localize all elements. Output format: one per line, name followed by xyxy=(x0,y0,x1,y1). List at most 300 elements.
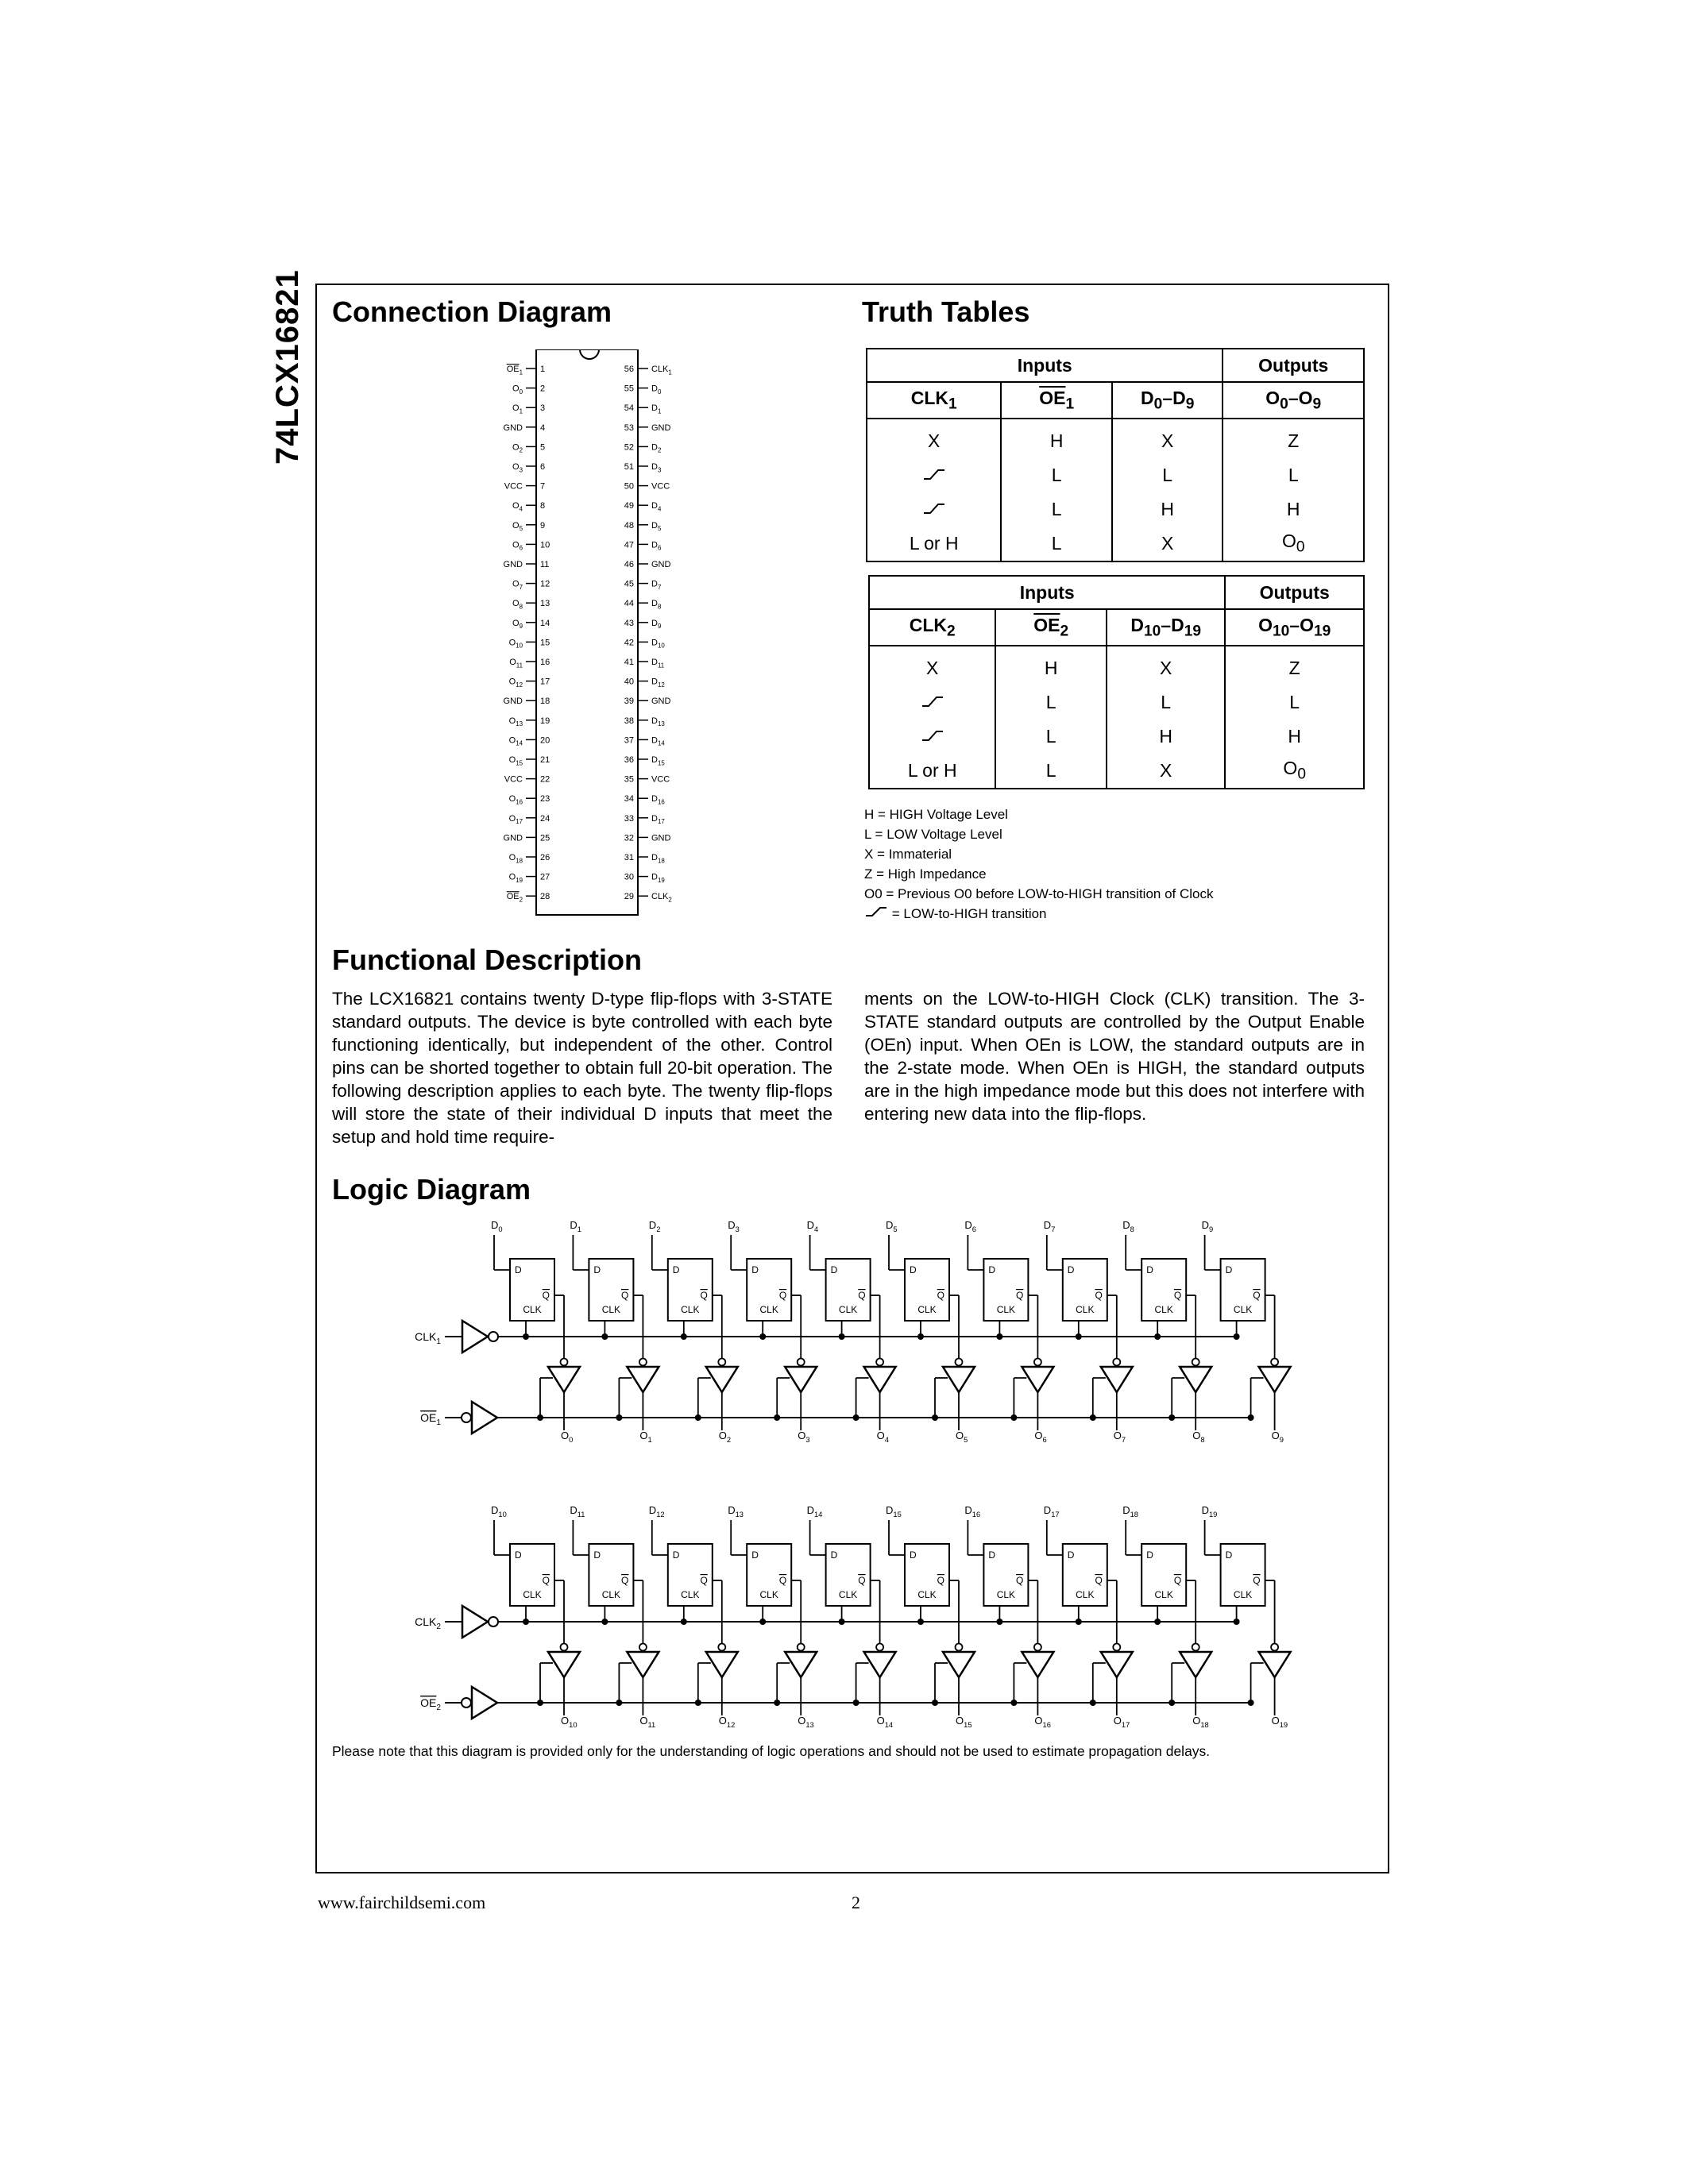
tristate-buffer xyxy=(864,1652,896,1677)
pin-label-left: GND xyxy=(503,423,523,433)
pin-number-right: 39 xyxy=(624,696,634,707)
pin-number-right: 36 xyxy=(624,755,634,765)
ff-q-label: Q xyxy=(1095,1575,1103,1586)
tristate-buffer xyxy=(1259,1652,1291,1677)
pin-number-right: 40 xyxy=(624,677,634,687)
pin-number-left: 2 xyxy=(540,384,546,394)
data-input-label: $D_3$ xyxy=(728,1219,740,1233)
pin-label-left: GND xyxy=(503,833,523,843)
inverter-bubble xyxy=(1113,1644,1120,1651)
pin-number-left: 28 xyxy=(540,892,550,902)
pin-number-left: 20 xyxy=(540,735,550,746)
pin-label-right: $D_{13}$ xyxy=(651,716,665,728)
pin-number-left: 22 xyxy=(540,774,550,785)
ff-d-label: D xyxy=(830,1264,838,1275)
inverter-bubble xyxy=(718,1644,725,1651)
ff-clk-label: CLK xyxy=(601,1589,621,1600)
ff-d-label: D xyxy=(988,1549,996,1561)
header-oe2: $\overline{OE}_2$ xyxy=(995,609,1106,646)
pin-label-left: $O_0$ xyxy=(512,384,523,396)
data-output-label: $O_{14}$ xyxy=(876,1715,894,1729)
data-input-label: $D_7$ xyxy=(1043,1219,1056,1233)
tristate-buffer xyxy=(1022,1652,1053,1677)
pin-number-left: 26 xyxy=(540,853,550,862)
data-input-label: $D_1$ xyxy=(570,1219,581,1233)
pin-label-left: $O_5$ xyxy=(512,520,523,533)
functional-text-col2: ments on the LOW-to-HIGH Clock (CLK) transition. The 3-STATE standard outputs are controlled by the Output Enable (OEn) input. When OEn is LOW, the standard outputs are in the 2-state mode. When OEn is HIGH, the standard outputs are in the high impedance mode but this does not interfere with entering new data into the flip-flops. xyxy=(864,989,1365,1124)
pin-number-left: 13 xyxy=(540,599,550,609)
ff-q-label: Q xyxy=(1016,1575,1024,1586)
pin-number-right: 53 xyxy=(624,423,634,433)
pin-label-left: $O_{19}$ xyxy=(508,872,523,884)
data-output-label: $O_7$ xyxy=(1113,1430,1126,1444)
connection-diagram-heading: Connection Diagram xyxy=(332,295,612,328)
output-enable-buffer xyxy=(472,1687,497,1719)
header-o0-o9: $O_0-O_9$ xyxy=(1223,382,1364,419)
pin-label-right: $D_4$ xyxy=(651,501,662,513)
truth-table-cell: L xyxy=(1225,685,1364,720)
ff-d-label: D xyxy=(1146,1264,1153,1275)
pin-number-right: 46 xyxy=(624,560,634,569)
pin-number-left: 3 xyxy=(540,403,546,414)
truth-table-cell: $O_0$ xyxy=(1225,754,1364,789)
pin-number-left: 8 xyxy=(540,501,546,511)
data-input-label: $D_6$ xyxy=(964,1219,976,1233)
data-input-label: $D_9$ xyxy=(1201,1219,1214,1233)
ff-clk-label: CLK xyxy=(601,1304,621,1315)
ff-q-label: Q xyxy=(937,1290,944,1301)
legend-item: X = Immaterial xyxy=(864,847,952,862)
truth-table-cell: X xyxy=(869,646,995,685)
ff-clk-label: CLK xyxy=(1076,1589,1095,1600)
pin-label-left: $O_9$ xyxy=(512,618,523,631)
data-input-label: $D_{13}$ xyxy=(728,1504,744,1518)
ff-d-label: D xyxy=(1067,1549,1075,1561)
truth-table-cell: X xyxy=(1107,646,1225,685)
inverter-bubble xyxy=(1192,1644,1199,1651)
data-input-label: $D_8$ xyxy=(1122,1219,1134,1233)
data-output-label: $O_{17}$ xyxy=(1113,1715,1130,1729)
pin-label-left: $O_8$ xyxy=(512,599,523,611)
truth-table-cell: X xyxy=(1107,754,1225,789)
tristate-buffer xyxy=(943,1367,975,1392)
ff-d-label: D xyxy=(1067,1264,1075,1275)
pin-number-right: 29 xyxy=(624,892,634,902)
data-input-label: $D_{18}$ xyxy=(1122,1504,1138,1518)
truth-table-cell: X xyxy=(1112,527,1223,561)
tristate-buffer xyxy=(1180,1652,1211,1677)
pin-label-left: $OE_1$ xyxy=(506,365,523,376)
data-output-label: $O_{12}$ xyxy=(718,1715,736,1729)
pin-label-right: VCC xyxy=(651,481,670,492)
ff-clk-label: CLK xyxy=(523,1304,542,1315)
truth-table-cell: H xyxy=(1107,720,1225,754)
truth-table-cell: H xyxy=(1225,720,1364,754)
logic-diagram-heading: Logic Diagram xyxy=(332,1173,531,1206)
pin-label-left: VCC xyxy=(504,481,523,492)
truth-table-cell: L or H xyxy=(869,754,995,789)
pin-number-right: 45 xyxy=(624,579,634,589)
pin-number-left: 9 xyxy=(540,520,546,531)
pin-number-right: 44 xyxy=(624,599,634,609)
pin-number-right: 56 xyxy=(624,365,634,374)
pin-number-left: 7 xyxy=(540,481,546,492)
inverter-bubble xyxy=(561,1359,568,1366)
pin-number-left: 11 xyxy=(540,560,550,569)
tristate-buffer xyxy=(864,1367,896,1392)
pin-number-left: 27 xyxy=(540,872,550,882)
header-clk2: $CLK_2$ xyxy=(869,609,995,646)
ff-clk-label: CLK xyxy=(523,1589,542,1600)
ff-clk-label: CLK xyxy=(681,1589,700,1600)
pin-number-right: 33 xyxy=(624,813,634,824)
header-o10-o19: $O_{10}-O_{19}$ xyxy=(1225,609,1364,646)
ff-q-label: Q xyxy=(937,1575,944,1586)
pin-label-right: $D_{17}$ xyxy=(651,813,665,826)
inverter-bubble xyxy=(639,1644,647,1651)
truth-table-cell: X xyxy=(1112,419,1223,458)
pin-label-left: $O_{10}$ xyxy=(508,638,523,650)
ff-d-label: D xyxy=(515,1549,522,1561)
pin-label-right: $D_3$ xyxy=(651,462,662,474)
ff-clk-label: CLK xyxy=(1154,1589,1173,1600)
ff-clk-label: CLK xyxy=(996,1589,1016,1600)
data-output-label: $O_9$ xyxy=(1271,1430,1284,1444)
legend-item: L = LOW Voltage Level xyxy=(864,827,1002,842)
legend-item: O0 = Previous O0 before LOW-to-HIGH transition of Clock xyxy=(864,886,1214,901)
ff-d-label: D xyxy=(672,1264,680,1275)
legend-item: H = HIGH Voltage Level xyxy=(864,807,1008,822)
pin-number-right: 32 xyxy=(624,833,634,843)
pin-label-right: GND xyxy=(651,423,671,433)
data-input-label: $D_0$ xyxy=(491,1219,503,1233)
truth-table-cell: H xyxy=(995,646,1106,685)
truth-table-cell: L xyxy=(995,685,1106,720)
pin-number-left: 12 xyxy=(540,579,550,589)
ff-clk-label: CLK xyxy=(759,1589,778,1600)
pin-number-left: 19 xyxy=(540,716,550,726)
data-input-label: $D_4$ xyxy=(806,1219,819,1233)
truth-table-cell: L xyxy=(1223,458,1364,492)
pin-number-left: 21 xyxy=(540,755,550,765)
truth-table-cell: $O_0$ xyxy=(1223,527,1364,561)
inverter-bubble xyxy=(1271,1644,1278,1651)
inverter-bubble xyxy=(1271,1359,1278,1366)
data-input-label: $D_{12}$ xyxy=(648,1504,665,1518)
truth-table-cell: L xyxy=(1001,527,1112,561)
ff-d-label: D xyxy=(910,1549,917,1561)
data-input-label: $D_{17}$ xyxy=(1043,1504,1060,1518)
truth-table-cell: H xyxy=(1112,492,1223,527)
inverter-bubble xyxy=(798,1644,805,1651)
ff-q-label: Q xyxy=(621,1575,629,1586)
pin-number-left: 18 xyxy=(540,696,550,707)
side-title: 74LCX16821 xyxy=(270,269,305,465)
pin-label-right: $D_{15}$ xyxy=(651,755,665,767)
truth-table-cell: L xyxy=(1001,458,1112,492)
ff-q-label: Q xyxy=(542,1290,550,1301)
ff-q-label: Q xyxy=(700,1575,708,1586)
pin-label-right: $D_2$ xyxy=(651,442,662,454)
pin-number-right: 38 xyxy=(624,716,634,726)
inverter-bubble xyxy=(462,1413,471,1422)
truth-table-cell: L or H xyxy=(867,527,1001,561)
pin-label-left: $O_4$ xyxy=(512,501,523,513)
tristate-buffer xyxy=(548,1652,580,1677)
pin-number-left: 6 xyxy=(540,462,546,472)
pin-label-right: $D_{14}$ xyxy=(651,735,665,747)
pin-number-left: 16 xyxy=(540,658,550,667)
pin-label-right: $D_5$ xyxy=(651,520,662,533)
data-output-label: $O_3$ xyxy=(798,1430,810,1444)
ff-q-label: Q xyxy=(778,1575,787,1586)
data-output-label: $O_{15}$ xyxy=(956,1715,972,1729)
ff-q-label: Q xyxy=(1173,1575,1182,1586)
ff-clk-label: CLK xyxy=(996,1304,1016,1315)
data-output-label: $O_{19}$ xyxy=(1271,1715,1288,1729)
pin-label-left: GND xyxy=(503,560,523,569)
diagram-note: Please note that this diagram is provided only for the understanding of logic operations and should not be used to estimate propagation delays. xyxy=(332,1743,1211,1759)
outputs-group-header: Outputs xyxy=(1225,576,1364,609)
ff-d-label: D xyxy=(593,1264,601,1275)
clock-buffer xyxy=(462,1321,488,1352)
ff-d-label: D xyxy=(593,1549,601,1561)
ff-q-label: Q xyxy=(1173,1290,1182,1301)
pin-number-left: 17 xyxy=(540,677,550,687)
legend-item: Z = High Impedance xyxy=(864,866,987,882)
pin-number-left: 23 xyxy=(540,794,550,805)
pin-number-right: 55 xyxy=(624,384,634,394)
inverter-bubble xyxy=(639,1359,647,1366)
pin-label-left: $O_{13}$ xyxy=(508,716,523,728)
data-output-label: $O_{13}$ xyxy=(798,1715,814,1729)
ff-d-label: D xyxy=(1146,1549,1153,1561)
truth-table-cell: L xyxy=(1112,458,1223,492)
ff-clk-label: CLK xyxy=(917,1304,937,1315)
outputs-group-header: Outputs xyxy=(1223,349,1364,382)
tristate-buffer xyxy=(1180,1367,1211,1392)
truth-table-cell: Z xyxy=(1225,646,1364,685)
truth-table-cell: L xyxy=(995,754,1106,789)
tristate-buffer xyxy=(627,1367,659,1392)
pin-number-left: 10 xyxy=(540,540,550,550)
data-input-label: $D_5$ xyxy=(886,1219,898,1233)
data-input-label: $D_{14}$ xyxy=(806,1504,823,1518)
truth-table-cell: L xyxy=(995,720,1106,754)
header-d10-d19: $D_{10}-D_{19}$ xyxy=(1107,609,1225,646)
pin-number-right: 54 xyxy=(624,403,634,414)
pin-label-right: $D_9$ xyxy=(651,618,662,631)
tristate-buffer xyxy=(627,1652,659,1677)
pin-label-left: $O_{17}$ xyxy=(508,813,523,826)
inputs-group-header: Inputs xyxy=(867,349,1223,382)
tristate-buffer xyxy=(548,1367,580,1392)
data-input-label: $D_{15}$ xyxy=(886,1504,902,1518)
pin-number-right: 48 xyxy=(624,520,634,531)
ff-d-label: D xyxy=(830,1549,838,1561)
inverter-bubble xyxy=(1034,1644,1041,1651)
pin-label-right: $D_{16}$ xyxy=(651,794,665,806)
pin-label-right: $D_{11}$ xyxy=(651,658,665,669)
ff-clk-label: CLK xyxy=(1076,1304,1095,1315)
pin-label-right: $D_1$ xyxy=(651,403,662,415)
pin-label-left: $O_7$ xyxy=(512,579,523,591)
inputs-group-header: Inputs xyxy=(869,576,1225,609)
ff-q-label: Q xyxy=(542,1575,550,1586)
tristate-buffer xyxy=(1101,1652,1133,1677)
ff-clk-label: CLK xyxy=(917,1589,937,1600)
ff-d-label: D xyxy=(751,1264,759,1275)
data-output-label: $O_1$ xyxy=(639,1430,652,1444)
inverter-bubble xyxy=(1192,1359,1199,1366)
pin-label-right: $D_{10}$ xyxy=(651,638,665,650)
ff-d-label: D xyxy=(988,1264,996,1275)
pin-label-left: $O_{14}$ xyxy=(508,735,523,747)
oe-input-label: $OE_2$ xyxy=(420,1696,441,1713)
inverter-bubble xyxy=(876,1359,883,1366)
ff-clk-label: CLK xyxy=(838,1304,858,1315)
pin-number-right: 42 xyxy=(624,638,634,648)
data-output-label: $O_8$ xyxy=(1192,1430,1205,1444)
pin-label-left: VCC xyxy=(504,774,523,785)
ff-q-label: Q xyxy=(621,1290,629,1301)
clock-input-label: $CLK_1$ xyxy=(415,1330,441,1347)
ff-q-label: Q xyxy=(1253,1290,1261,1301)
tristate-buffer xyxy=(1101,1367,1133,1392)
pin-number-right: 34 xyxy=(624,794,634,805)
pin-label-left: $O_2$ xyxy=(512,442,523,454)
ff-d-label: D xyxy=(672,1549,680,1561)
pin-label-left: GND xyxy=(503,696,523,707)
ff-d-label: D xyxy=(1225,1264,1233,1275)
tristate-buffer xyxy=(1022,1367,1053,1392)
pin-number-right: 51 xyxy=(624,462,634,472)
pin-label-left: $O_{15}$ xyxy=(508,755,523,767)
pin-number-left: 1 xyxy=(540,365,546,374)
functional-description-heading: Functional Description xyxy=(332,943,643,976)
pin-label-right: $D_{19}$ xyxy=(651,872,665,884)
inverter-bubble xyxy=(489,1332,498,1341)
pin-number-left: 15 xyxy=(540,638,550,648)
inverter-bubble xyxy=(1034,1359,1041,1366)
pin-number-left: 25 xyxy=(540,833,550,843)
pin-label-right: $D_6$ xyxy=(651,540,662,552)
inverter-bubble xyxy=(956,1644,963,1651)
ff-q-label: Q xyxy=(858,1290,866,1301)
pin-number-right: 52 xyxy=(624,442,634,453)
inverter-bubble xyxy=(1113,1359,1120,1366)
truth-table-cell: L xyxy=(1001,492,1112,527)
pin-label-right: $D_7$ xyxy=(651,579,662,591)
pin-number-right: 50 xyxy=(624,481,634,492)
footer-url: www.fairchildsemi.com xyxy=(318,1893,486,1912)
data-output-label: $O_4$ xyxy=(876,1430,889,1444)
ff-q-label: Q xyxy=(1016,1290,1024,1301)
clock-input-label: $CLK_2$ xyxy=(415,1615,441,1632)
ff-q-label: Q xyxy=(1095,1290,1103,1301)
ff-d-label: D xyxy=(751,1549,759,1561)
truth-table-cell: X xyxy=(867,419,1001,458)
pin-number-right: 31 xyxy=(624,853,634,862)
pin-number-left: 5 xyxy=(540,442,546,453)
ff-q-label: Q xyxy=(1253,1575,1261,1586)
tristate-buffer xyxy=(706,1367,738,1392)
output-enable-buffer xyxy=(472,1402,497,1433)
functional-text-col1: The LCX16821 contains twenty D-type flip-flops with 3-STATE standard outputs. The device is byte controlled with each byte functioning identically, but independent of the other. Control pins can be shorted together to obtain full 20-bit operation. The following description applies to each byte. The twenty flip-flops will store the state of their individual D inputs that meet the setup and hold time require- xyxy=(332,989,832,1147)
legend-item-transition: = LOW-to-HIGH transition xyxy=(864,904,1214,924)
pin-label-left: $OE_2$ xyxy=(506,892,523,904)
pin-label-left: $O_3$ xyxy=(512,462,523,474)
truth-table-cell: Z xyxy=(1223,419,1364,458)
pin-number-right: 49 xyxy=(624,501,634,511)
data-output-label: $O_{10}$ xyxy=(561,1715,577,1729)
pin-label-right: $D_0$ xyxy=(651,384,662,396)
ff-q-label: Q xyxy=(700,1290,708,1301)
data-input-label: $D_{19}$ xyxy=(1201,1504,1218,1518)
pin-label-right: GND xyxy=(651,696,671,707)
header-d0-d9: $D_0-D_9$ xyxy=(1112,382,1223,419)
pin-label-right: VCC xyxy=(651,774,670,785)
ff-d-label: D xyxy=(515,1264,522,1275)
footer-page-number: 2 xyxy=(852,1893,860,1912)
ff-clk-label: CLK xyxy=(759,1304,778,1315)
pin-label-left: $O_1$ xyxy=(512,403,523,415)
header-oe1: $\overline{OE}_1$ xyxy=(1001,382,1112,419)
tristate-buffer xyxy=(785,1367,817,1392)
data-input-label: $D_{11}$ xyxy=(570,1504,585,1518)
header-clk1: $CLK_1$ xyxy=(867,382,1001,419)
ff-clk-label: CLK xyxy=(838,1589,858,1600)
data-output-label: $O_{16}$ xyxy=(1034,1715,1051,1729)
pin-number-left: 4 xyxy=(540,423,546,433)
pin-label-right: GND xyxy=(651,833,671,843)
pin-number-left: 14 xyxy=(540,618,550,628)
ff-clk-label: CLK xyxy=(1233,1589,1253,1600)
inverter-bubble xyxy=(489,1617,498,1626)
data-output-label: $O_5$ xyxy=(956,1430,968,1444)
pin-number-right: 41 xyxy=(624,658,634,667)
ff-q-label: Q xyxy=(778,1290,787,1301)
tristate-buffer xyxy=(1259,1367,1291,1392)
tristate-buffer xyxy=(785,1652,817,1677)
data-input-label: $D_2$ xyxy=(648,1219,661,1233)
data-output-label: $O_{11}$ xyxy=(639,1715,656,1729)
pin-label-right: GND xyxy=(651,560,671,569)
clock-buffer xyxy=(462,1606,488,1638)
inverter-bubble xyxy=(561,1644,568,1651)
data-output-label: $O_6$ xyxy=(1034,1430,1047,1444)
ff-q-label: Q xyxy=(858,1575,866,1586)
pin-label-left: $O_{16}$ xyxy=(508,794,523,806)
data-input-label: $D_{10}$ xyxy=(491,1504,507,1518)
inverter-bubble xyxy=(956,1359,963,1366)
pin-label-left: $O_6$ xyxy=(512,540,523,552)
truth-table-cell: H xyxy=(1223,492,1364,527)
data-input-label: $D_{16}$ xyxy=(964,1504,981,1518)
pin-label-right: $CLK_1$ xyxy=(651,365,672,376)
pin-number-right: 37 xyxy=(624,735,634,746)
pin-label-right: $D_{18}$ xyxy=(651,853,665,865)
pin-number-left: 24 xyxy=(540,813,550,824)
pin-number-right: 30 xyxy=(624,872,634,882)
tristate-buffer xyxy=(943,1652,975,1677)
truth-table-cell: H xyxy=(1001,419,1112,458)
ff-d-label: D xyxy=(1225,1549,1233,1561)
pin-label-left: $O_{18}$ xyxy=(508,853,523,865)
pin-number-right: 43 xyxy=(624,618,634,628)
pin-label-right: $CLK_2$ xyxy=(651,892,672,904)
inverter-bubble xyxy=(798,1359,805,1366)
